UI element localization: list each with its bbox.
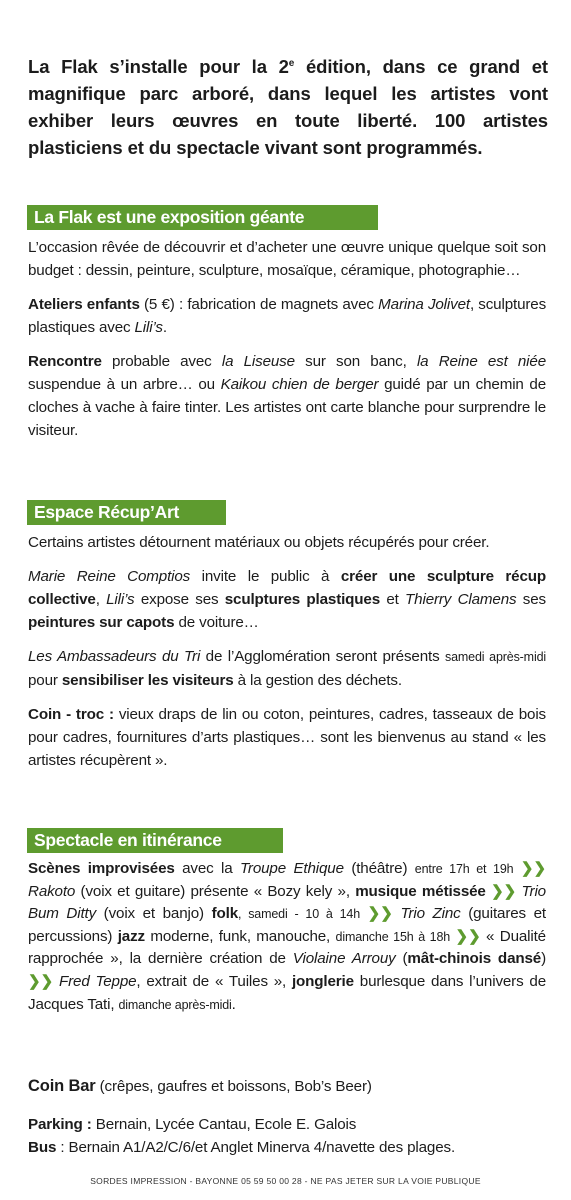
artwork-name: Kaikou chien de berger <box>220 376 379 393</box>
recup-text: de voiture… <box>174 614 259 631</box>
separator-arrow-icon: ❯❯ <box>367 905 393 923</box>
ambassadeurs-text: pour <box>28 672 62 689</box>
spectacle-text: moderne, funk, manouche, <box>144 927 336 945</box>
spectacle-text: (théâtre) <box>343 860 415 877</box>
section-spectacle-content <box>28 858 546 1016</box>
spectacle-paragraph <box>28 858 546 1016</box>
section-title-exposition: La Flak est une exposition géante <box>27 205 378 230</box>
ateliers-label: Ateliers enfants <box>28 296 140 313</box>
schedule-text: entre 17h et 19h <box>414 862 514 876</box>
ateliers-text: , sculptures plastiques avec <box>28 296 547 336</box>
spectacle-text: (voix et guitare) présente « Bozy kely », <box>75 882 356 900</box>
rencontre-label: Rencontre <box>28 353 102 370</box>
artist-name: Thierry Clamens <box>405 591 517 608</box>
performer-name: Troupe Ethique <box>239 860 344 877</box>
separator-arrow-icon: ❯❯ <box>491 882 517 900</box>
performer-name: Trio Bum Ditty <box>28 882 546 923</box>
schedule-text: samedi après-midi <box>445 650 547 664</box>
group-name: Les Ambassadeurs du Tri <box>28 648 201 665</box>
artwork-name: la Liseuse <box>221 353 295 370</box>
performer-name: Violaine Arrouy <box>292 950 396 968</box>
recup-artists-paragraph <box>28 565 546 634</box>
performer-name: Rakoto <box>28 882 76 900</box>
intro-paragraph <box>28 50 548 161</box>
coin-bar-text: (crêpes, gaufres et boissons, Bob’s Beer) <box>95 1078 372 1095</box>
section-recup-art-content <box>28 531 546 772</box>
parking-text: Bernain, Lycée Cantau, Ecole E. Galois <box>91 1116 357 1133</box>
schedule-text: , samedi - 10 à 14h <box>238 907 360 922</box>
spectacle-text: burlesque dans l’univers de Jacques Tati, <box>28 972 546 1013</box>
ambassadeurs-highlight: sensibiliser les visiteurs <box>61 672 234 689</box>
artist-name: Marie Reine Comptios <box>28 568 191 585</box>
recup-text: et <box>380 591 406 608</box>
spectacle-text: (voix et banjo) <box>96 905 212 923</box>
spectacle-highlight: mât-chinois dansé <box>407 950 542 968</box>
artist-name: Lili’s <box>134 319 163 336</box>
coin-bar-label: Coin Bar <box>28 1077 96 1095</box>
recup-highlight: créer une sculpture récup collective <box>28 568 546 608</box>
coin-troc-paragraph <box>28 703 546 772</box>
ambassadeurs-text: de l’Agglomération seront présents <box>200 648 446 665</box>
separator-arrow-icon: ❯❯ <box>520 860 547 877</box>
performer-name: Fred Teppe <box>59 972 137 990</box>
spectacle-text: . <box>231 995 236 1013</box>
exposition-paragraph: L’occasion rêvée de découvrir et d’acheter une œuvre unique quelque soit son budget : dessin, peinture, sculpture, mosaïque, céramique, photographie… <box>28 239 546 279</box>
bus-line <box>28 1136 546 1159</box>
spectacle-text: , extrait de « Tuiles », <box>136 972 292 990</box>
recup-highlight: sculptures plastiques <box>224 591 381 608</box>
recup-text: invite le public à <box>190 568 341 585</box>
schedule-text: dimanche après-midi <box>118 997 232 1012</box>
spectacle-text: avec la <box>174 860 240 877</box>
recup-text: expose ses <box>134 591 225 608</box>
ateliers-text: . <box>162 319 167 336</box>
spectacle-text: « Dualité rapprochée », la dernière création de <box>28 927 546 968</box>
intro-text: La Flak s’installe pour la 2 <box>28 56 289 78</box>
transport-info <box>28 1113 546 1159</box>
intro-superscript: e <box>288 58 295 69</box>
schedule-text: dimanche 15h à 18h <box>335 929 451 944</box>
printer-footer: SORDES IMPRESSION - BAYONNE 05 59 50 00 28 - NE PAS JETER SUR LA VOIE PUBLIQUE <box>90 1176 481 1186</box>
ambassadeurs-text: à la gestion des déchets. <box>233 672 402 689</box>
spectacle-text: ( <box>395 950 408 968</box>
recup-intro-paragraph: Certains artistes détournent matériaux ou objets récupérés pour créer. <box>28 534 490 551</box>
spectacle-text: ) <box>541 950 547 968</box>
recup-text: , <box>95 591 107 608</box>
artist-name: Lili’s <box>106 591 135 608</box>
ateliers-text: (5 €) : fabrication de magnets avec <box>139 296 379 313</box>
section-title-recup-art: Espace Récup’Art <box>27 500 226 525</box>
performer-name: Trio Zinc <box>400 905 461 923</box>
section-exposition-content <box>28 236 546 442</box>
spectacle-highlight: musique métissée <box>355 882 486 900</box>
recup-highlight: peintures sur capots <box>28 614 175 631</box>
spectacle-highlight: Scènes improvisées <box>28 860 175 877</box>
spectacle-text: (guitares et percussions) <box>28 905 546 945</box>
coin-troc-label: Coin - troc : <box>28 706 114 723</box>
parking-label: Parking : <box>28 1116 92 1133</box>
spectacle-highlight: jazz <box>117 927 145 945</box>
intro-text-rest: édition, dans ce grand et magnifique parc arboré, dans lequel les artistes vont exhiber leurs œuvres en toute liberté. 100 artistes plasticiens et du spectacle vivant sont programmés. <box>28 56 548 159</box>
rencontre-text: sur son banc, <box>294 353 417 370</box>
rencontre-text: probable avec <box>101 353 222 370</box>
rencontre-text: guidé par un chemin de cloches à vache à faire tinter. Les artistes ont carte blanche pour surprendre le visiteur. <box>28 376 546 439</box>
coin-bar-line <box>28 1075 546 1098</box>
rencontre-paragraph <box>28 350 546 442</box>
separator-arrow-icon: ❯❯ <box>455 927 481 945</box>
artwork-name: la Reine est niée <box>416 353 547 370</box>
ateliers-paragraph <box>28 293 546 339</box>
spectacle-highlight: folk <box>211 905 238 923</box>
ambassadeurs-paragraph <box>28 645 546 692</box>
artist-name: Marina Jolivet <box>378 296 470 313</box>
parking-line <box>28 1113 546 1136</box>
section-title-spectacle: Spectacle en itinérance <box>27 828 283 853</box>
bus-text: : Bernain A1/A2/C/6/et Anglet Minerva 4/navette des plages. <box>56 1139 456 1156</box>
spectacle-highlight: jonglerie <box>291 972 354 990</box>
recup-text: ses <box>516 591 546 608</box>
bus-label: Bus <box>28 1139 57 1156</box>
rencontre-text: suspendue à un arbre… ou <box>28 376 221 393</box>
separator-arrow-icon: ❯❯ <box>28 972 54 990</box>
coin-troc-text: vieux draps de lin ou coton, peintures, cadres, tasseaux de bois pour cadres, fournitures d’arts plastiques… sont les bienvenus au stand « les artistes récupèrent ». <box>28 706 546 769</box>
